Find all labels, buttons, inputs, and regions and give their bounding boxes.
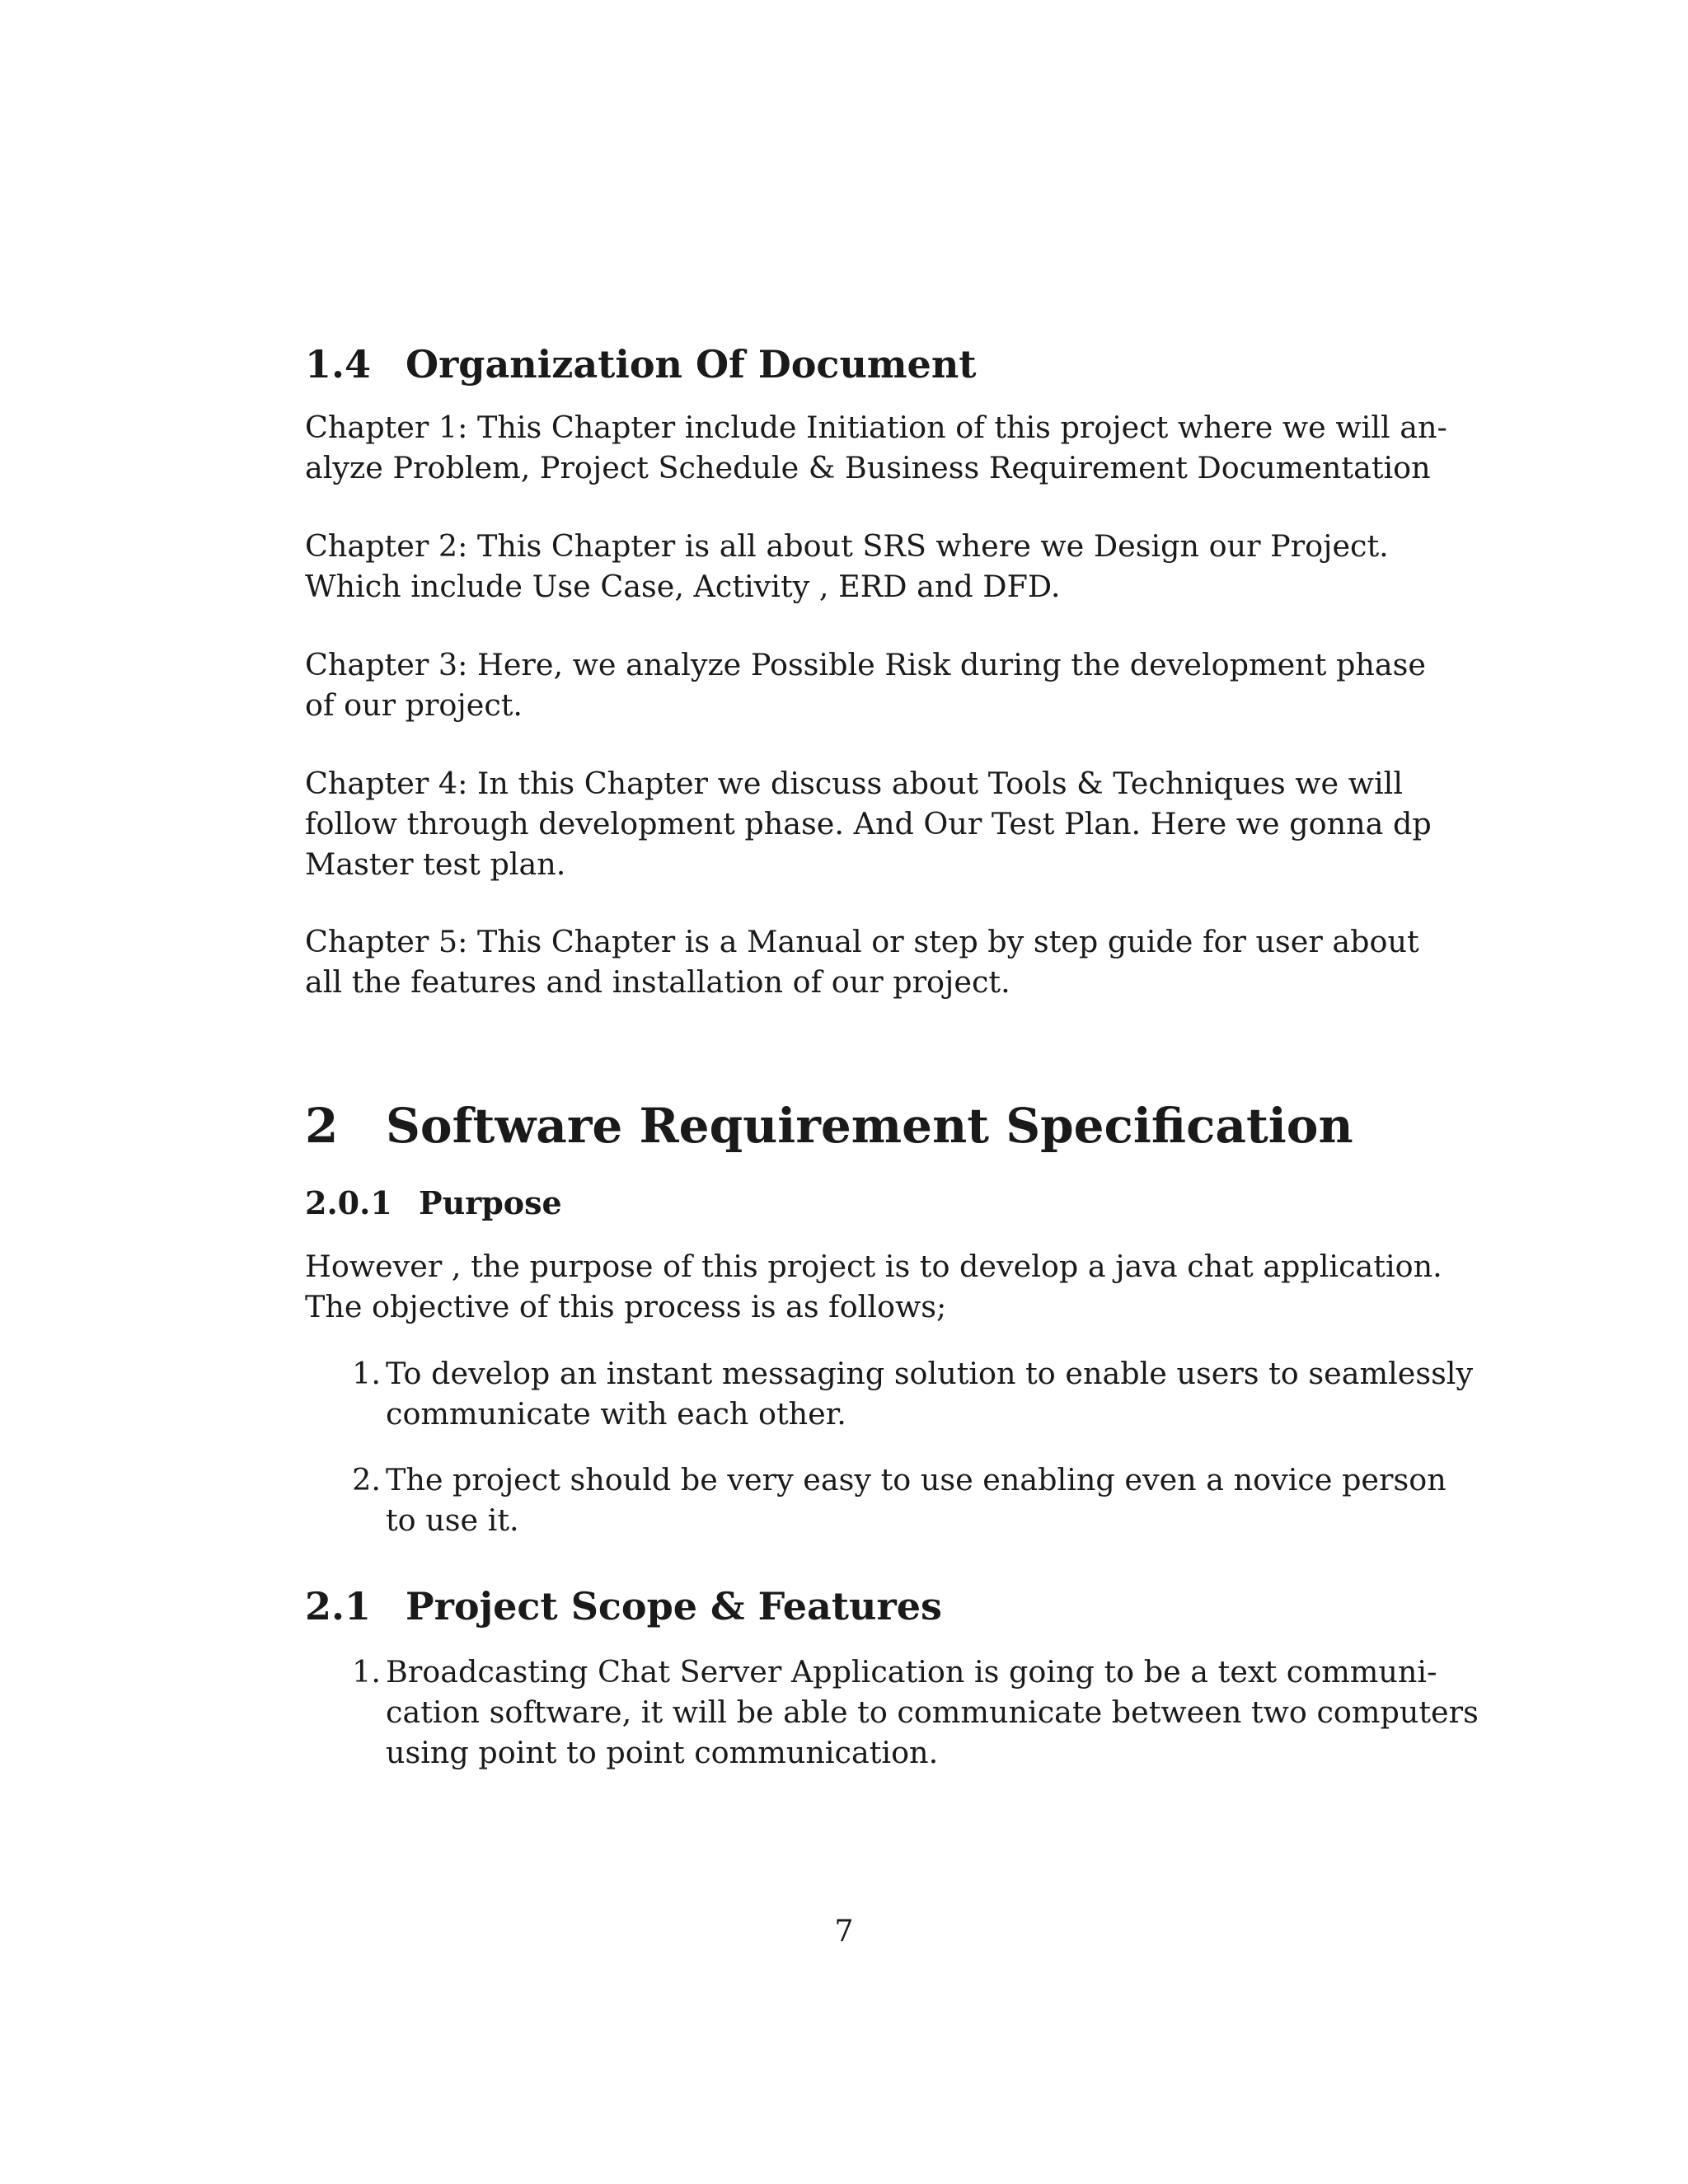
paragraph-line: Chapter 3: Here, we analyze Possible Risk during the development phase [305,647,1426,682]
paragraph-line: Chapter 4: In this Chapter we discuss about Tools & Techniques we will [305,766,1404,801]
paragraph-line: alyze Problem, Project Schedule & Business Requirement Documentation [305,450,1431,485]
list-marker: 2. [352,1462,381,1497]
paragraph-line: The objective of this process is as follows; [305,1289,947,1324]
list-item-line: to use it. [386,1502,519,1538]
chapter-2-paragraph [305,526,1389,607]
paragraph-line: all the features and installation of our project. [305,964,1010,1000]
list-item-line: communicate with each other. [386,1396,846,1432]
section-heading-1-4 [305,341,1376,387]
list-item-line: The project should be very easy to use enabling even a novice person [386,1462,1447,1497]
paragraph-line: Chapter 2: This Chapter is all about SRS where we Design our Project. [305,528,1389,564]
list-item-line: Broadcasting Chat Server Application is going to be a text communi- [386,1654,1437,1690]
list-item-line: cation software, it will be able to communicate between two computers [386,1694,1479,1730]
paragraph-line: However , the purpose of this project is to develop a java chat application. [305,1249,1442,1284]
chapter-4-paragraph [305,763,1432,884]
chapter-1-paragraph [305,407,1447,488]
list-item-line: using point to point communication. [386,1735,939,1770]
list-marker: 1. [352,1356,381,1391]
section-number: 2.1 [305,1584,372,1629]
section-title: Purpose [419,1184,562,1221]
paragraph-line: Which include Use Case, Activity , ERD and DFD. [305,569,1061,604]
paragraph-line: of our project. [305,687,523,723]
section-title: Project Scope & Features [406,1584,942,1629]
paragraph-line: Master test plan. [305,846,566,882]
section-number: 2 [305,1098,339,1154]
section-heading-2-1 [305,1583,1376,1629]
paragraph-line: follow through development phase. And Our Test Plan. Here we gonna dp [305,806,1432,841]
page-number: 7 [834,1913,854,1948]
paragraph-line: Chapter 5: This Chapter is a Manual or step by step guide for user about [305,924,1419,959]
chapter-5-paragraph [305,921,1419,1002]
section-title: Organization Of Document [406,342,977,387]
paragraph-line: Chapter 1: This Chapter include Initiation of this project where we will an- [305,410,1447,445]
purpose-paragraph [305,1246,1442,1327]
list-marker: 1. [352,1654,381,1690]
section-heading-2 [305,1097,1376,1155]
list-item-line: To develop an instant messaging solution to enable users to seamlessly [386,1356,1474,1391]
section-title: Software Requirement Specification [386,1098,1353,1154]
section-heading-2-0-1 [305,1184,1376,1222]
chapter-3-paragraph [305,644,1426,725]
section-number: 1.4 [305,342,372,387]
section-number: 2.0.1 [305,1184,392,1221]
